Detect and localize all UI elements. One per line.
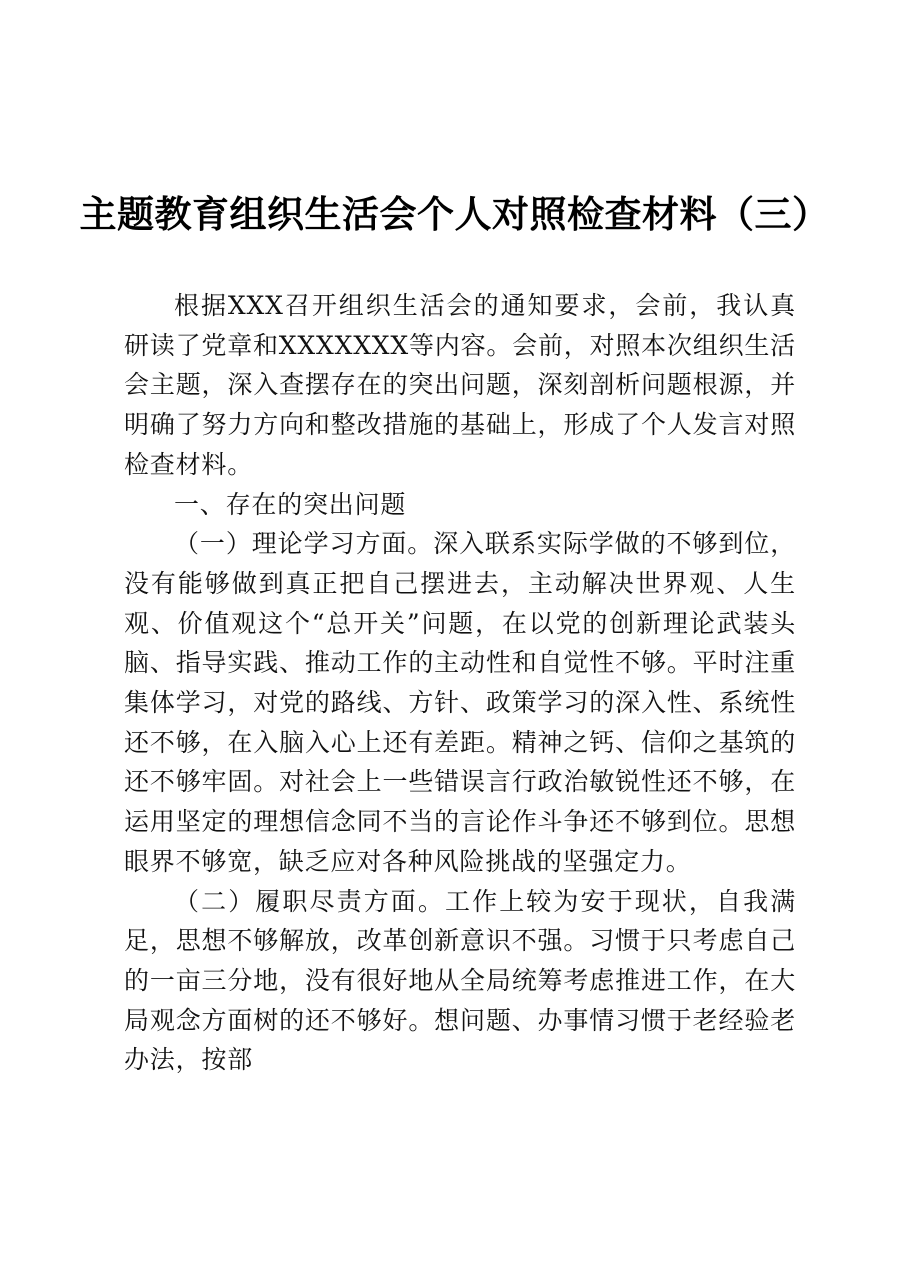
section-heading: 一、存在的突出问题: [174, 489, 407, 519]
intro-paragraph: 根据XXX召开组织生活会的通知要求，会前，我认真研读了党章和XXXXXXX等内容。会前，对照本次组织生活会主题，深入查摆存在的突出问题，深刻剖析问题根源，并明确了努力方向和整改措施的基础上，形成了个人发言对照检查材料。: [124, 291, 796, 479]
document-title: 主题教育组织生活会个人对照检查材料（三）: [79, 192, 830, 236]
duty-performance-paragraph: （二）履职尽责方面。工作上较为安于现状，自我满足，思想不够解放，改革创新意识不强。习惯于只考虑自己的一亩三分地，没有很好地从全局统筹考虑推进工作，在大局观念方面树的还不够好。想问题、办事情习惯于老经验老办法，按部: [124, 886, 796, 1075]
theory-study-paragraph: （一）理论学习方面。深入联系实际学做的不够到位，没有能够做到真正把自己摆进去，主动解决世界观、人生观、价值观这个“总开关”问题，在以党的创新理论武装头脑、指导实践、推动工作的主动性和自觉性不够。平时注重集体学习，对党的路线、方针、政策学习的深入性、系统性还不够，在入脑入心上还有差距。精神之钙、信仰之基筑的还不够牢固。对社会上一些错误言行政治敏锐性还不够，在运用坚定的理想信念同不当的言论作斗争还不够到位。思想眼界不够宽，缺乏应对各种风险挑战的坚强定力。: [124, 529, 796, 876]
document-body: [124, 286, 796, 1080]
